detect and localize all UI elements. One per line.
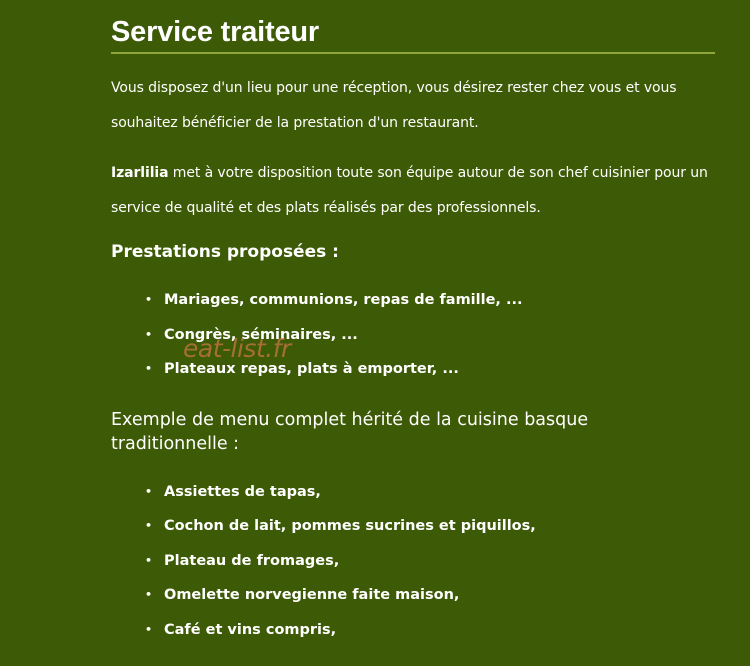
service-label: Congrès, séminaires, ... bbox=[164, 326, 358, 343]
watermark: eat-list.fr bbox=[183, 334, 291, 363]
bullet-icon: • bbox=[145, 519, 153, 532]
services-list bbox=[111, 290, 716, 394]
menu-item-label: Omelette norvegienne faite maison, bbox=[164, 587, 460, 603]
list-item bbox=[111, 551, 716, 586]
bullet-icon: • bbox=[145, 588, 153, 601]
list-item bbox=[111, 620, 716, 655]
service-label: Plateaux repas, plats à emporter, ... bbox=[164, 361, 459, 377]
team-paragraph bbox=[111, 156, 716, 226]
bullet-icon: • bbox=[145, 362, 153, 375]
brand-name: Izarlilia bbox=[111, 165, 169, 181]
team-paragraph-text: met à votre disposition toute son équipe autour de son chef cuisinier pour un service de qualité et des plats réalisés par des professionnels. bbox=[111, 165, 708, 216]
intro-paragraph: Vous disposez d'un lieu pour une réception, vous désirez rester chez vous et vous souhaitez bénéficier de la prestation d'un restaurant. bbox=[111, 80, 677, 131]
menu-item-label: Cochon de lait, pommes sucrines et piquillos, bbox=[164, 518, 536, 534]
list-item bbox=[111, 359, 716, 394]
bullet-icon: • bbox=[145, 484, 153, 498]
menu-item-label: Plateau de fromages, bbox=[164, 552, 340, 569]
list-item bbox=[111, 482, 716, 517]
menu-item-label: Assiettes de tapas, bbox=[164, 483, 321, 500]
list-item bbox=[111, 516, 716, 551]
bullet-icon: • bbox=[145, 553, 153, 567]
bullet-icon: • bbox=[145, 293, 153, 306]
list-item bbox=[111, 290, 716, 325]
services-heading: Prestations proposées : bbox=[111, 242, 339, 262]
page-title: Service traiteur bbox=[111, 16, 319, 48]
list-item bbox=[111, 325, 716, 360]
bullet-icon: • bbox=[145, 622, 153, 636]
list-item bbox=[111, 585, 716, 620]
menu-item-label: Café et vins compris, bbox=[164, 621, 337, 638]
title-divider bbox=[111, 52, 715, 54]
service-label: Mariages, communions, repas de famille, ... bbox=[164, 292, 523, 308]
menu-heading: Exemple de menu complet hérité de la cuisine basque traditionnelle : bbox=[111, 409, 589, 454]
menu-list bbox=[111, 482, 716, 655]
main-content bbox=[111, 0, 716, 654]
bullet-icon: • bbox=[145, 327, 153, 341]
